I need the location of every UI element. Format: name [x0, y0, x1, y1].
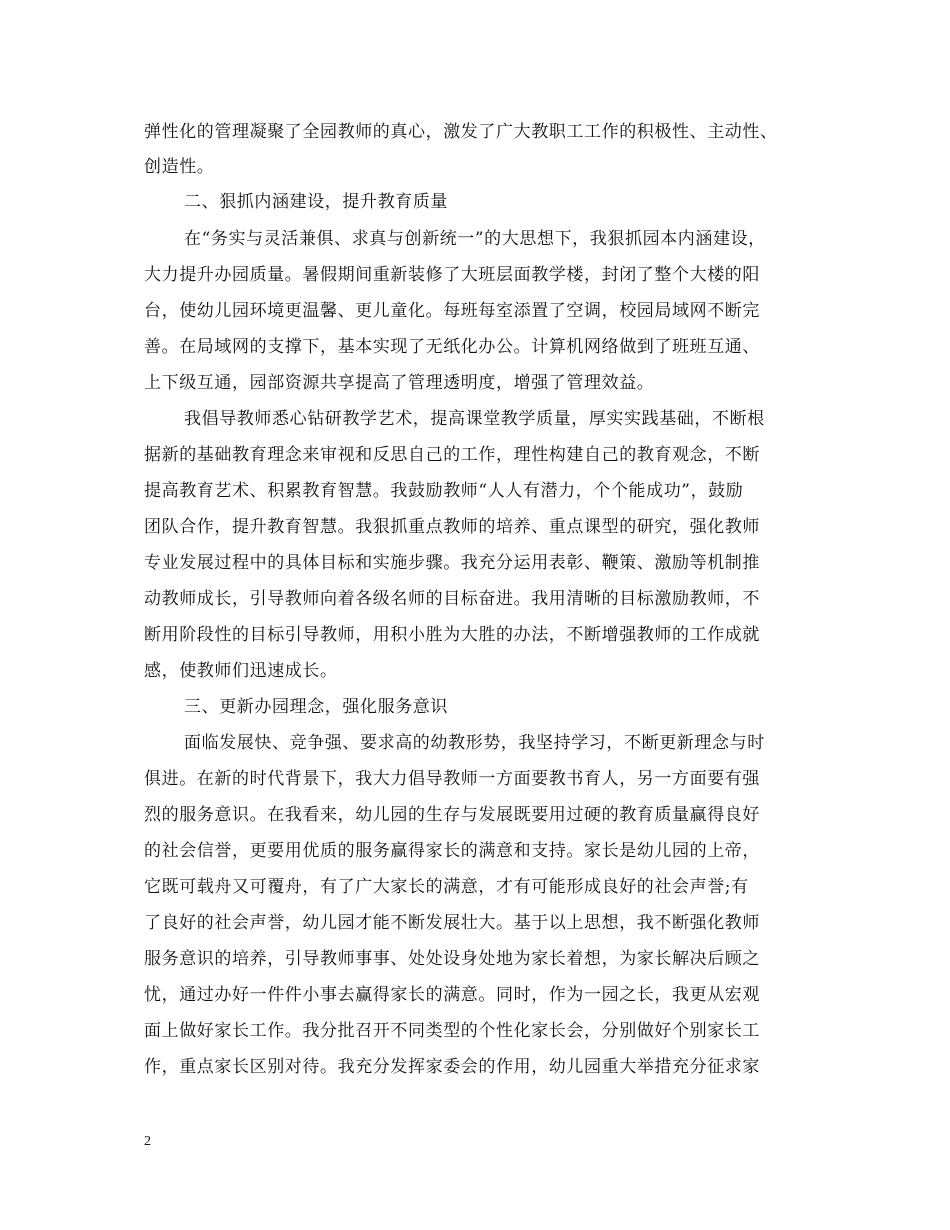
text-line: 提高教育艺术、积累教育智慧。我鼓励教师“人人有潜力，个个能成功”，鼓励	[144, 481, 744, 501]
text-line: 了良好的社会声誉，幼儿园才能不断发展壮大。基于以上思想，我不断强化教师	[144, 913, 760, 933]
text-line: 烈的服务意识。在我看来，幼儿园的生存与发展既要用过硬的教育质量赢得良好	[144, 805, 760, 825]
section-heading: 三、更新办园理念，强化服务意识	[184, 697, 448, 717]
text-line: 它既可载舟又可覆舟，有了广大家长的满意，才有可能形成良好的社会声誉;有	[144, 877, 749, 897]
text-line: 作，重点家长区别对待。我充分发挥家委会的作用，幼儿园重大举措充分征求家	[144, 1057, 760, 1077]
text-line: 的社会信誉，更要用优质的服务赢得家长的满意和支持。家长是幼儿园的上帝，	[144, 841, 760, 861]
text-line: 俱进。在新的时代背景下，我大力倡导教师一方面要教书育人，另一方面要有强	[144, 769, 760, 789]
text-line: 忧，通过办好一件件小事去赢得家长的满意。同时，作为一园之长，我更从宏观	[144, 985, 760, 1005]
text-line: 大力提升办园质量。暑假期间重新装修了大班层面教学楼，封闭了整个大楼的阳	[144, 265, 760, 285]
text-line: 感，使教师们迅速成长。	[144, 661, 338, 681]
text-line: 我倡导教师悉心钻研教学艺术，提高课堂教学质量，厚实实践基础，不断根	[184, 409, 765, 429]
text-line: 动教师成长，引导教师向着各级名师的目标奋进。我用清晰的目标激励教师，不	[144, 589, 760, 609]
text-line: 善。在局域网的支撑下，基本实现了无纸化办公。计算机网络做到了班班互通、	[144, 337, 760, 357]
page-number: 2	[144, 1134, 151, 1149]
text-line: 在“务实与灵活兼俱、求真与创新统一”的大思想下，我狠抓园本内涵建设，	[184, 229, 766, 249]
text-line: 面上做好家长工作。我分批召开不同类型的个性化家长会，分别做好个别家长工	[144, 1021, 760, 1041]
text-line: 团队合作，提升教育智慧。我狠抓重点教师的培养、重点课型的研究，强化教师	[144, 517, 760, 537]
text-line: 上下级互通，园部资源共享提高了管理透明度，增强了管理效益。	[144, 373, 655, 393]
text-line: 面临发展快、竞争强、要求高的幼教形势，我坚持学习，不断更新理念与时	[184, 733, 765, 753]
text-line: 创造性。	[144, 157, 215, 177]
text-line: 台，使幼儿园环境更温馨、更儿童化。每班每室添置了空调，校园局域网不断完	[144, 301, 760, 321]
text-line: 据新的基础教育理念来审视和反思自己的工作，理性构建自己的教育观念，不断	[144, 445, 760, 465]
text-line: 专业发展过程中的具体目标和实施步骤。我充分运用表彰、鞭策、激励等机制推	[144, 553, 760, 573]
text-line: 断用阶段性的目标引导教师，用积小胜为大胜的办法，不断增强教师的工作成就	[144, 625, 760, 645]
text-line: 服务意识的培养，引导教师事事、处处设身处地为家长着想，为家长解决后顾之	[144, 949, 760, 969]
text-line: 弹性化的管理凝聚了全园教师的真心，激发了广大教职工工作的积极性、主动性、	[144, 122, 778, 142]
section-heading: 二、狠抓内涵建设，提升教育质量	[184, 192, 448, 212]
